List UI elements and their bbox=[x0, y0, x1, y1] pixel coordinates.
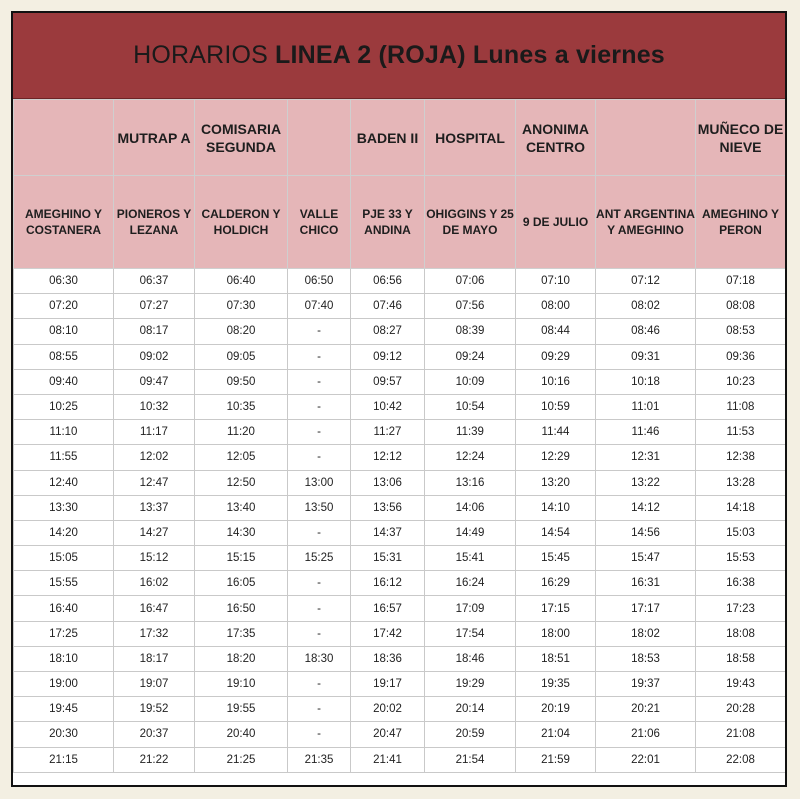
time-cell: 18:58 bbox=[696, 646, 786, 671]
time-cell: 13:30 bbox=[14, 495, 114, 520]
time-cell: 21:59 bbox=[516, 747, 596, 772]
time-cell: 19:10 bbox=[195, 672, 288, 697]
time-cell: 07:12 bbox=[596, 269, 696, 294]
time-cell: 06:37 bbox=[114, 269, 195, 294]
time-cell: 21:08 bbox=[696, 722, 786, 747]
time-cell: 16:24 bbox=[425, 571, 516, 596]
stop-header-cell: ANT ARGENTINA Y AMEGHINO bbox=[596, 176, 696, 269]
time-cell: 21:22 bbox=[114, 747, 195, 772]
time-cell: 13:37 bbox=[114, 495, 195, 520]
table-row bbox=[14, 269, 786, 294]
time-cell: 12:29 bbox=[516, 445, 596, 470]
stop-header-cell bbox=[288, 100, 351, 176]
time-cell: 20:28 bbox=[696, 697, 786, 722]
time-cell: 12:12 bbox=[351, 445, 425, 470]
time-cell: 06:56 bbox=[351, 269, 425, 294]
time-cell: - bbox=[288, 722, 351, 747]
time-cell: 14:06 bbox=[425, 495, 516, 520]
time-cell: 10:35 bbox=[195, 394, 288, 419]
time-cell: 16:38 bbox=[696, 571, 786, 596]
time-cell: 12:31 bbox=[596, 445, 696, 470]
time-cell: 18:02 bbox=[596, 621, 696, 646]
time-cell: 14:12 bbox=[596, 495, 696, 520]
time-cell: 16:47 bbox=[114, 596, 195, 621]
time-cell: 17:15 bbox=[516, 596, 596, 621]
time-cell: 15:41 bbox=[425, 546, 516, 571]
time-cell: 10:54 bbox=[425, 394, 516, 419]
time-cell: 07:56 bbox=[425, 294, 516, 319]
time-cell: 07:20 bbox=[14, 294, 114, 319]
time-cell: 21:35 bbox=[288, 747, 351, 772]
time-cell: 08:10 bbox=[14, 319, 114, 344]
time-cell: - bbox=[288, 369, 351, 394]
time-cell: 13:56 bbox=[351, 495, 425, 520]
time-cell: 17:35 bbox=[195, 621, 288, 646]
time-cell: 07:40 bbox=[288, 294, 351, 319]
schedule-frame bbox=[11, 11, 787, 787]
time-cell: 19:29 bbox=[425, 672, 516, 697]
time-cell: 21:54 bbox=[425, 747, 516, 772]
stop-header-cell bbox=[14, 100, 114, 176]
time-cell: 11:39 bbox=[425, 420, 516, 445]
time-cell: 20:40 bbox=[195, 722, 288, 747]
time-cell: - bbox=[288, 621, 351, 646]
time-cell: 08:00 bbox=[516, 294, 596, 319]
time-cell: 08:53 bbox=[696, 319, 786, 344]
time-cell: 09:24 bbox=[425, 344, 516, 369]
table-row bbox=[14, 394, 786, 419]
time-cell: 19:35 bbox=[516, 672, 596, 697]
time-cell: 17:54 bbox=[425, 621, 516, 646]
time-cell: 19:37 bbox=[596, 672, 696, 697]
header-row-places bbox=[14, 100, 786, 176]
time-cell: 07:18 bbox=[696, 269, 786, 294]
time-cell: - bbox=[288, 445, 351, 470]
stop-header-cell: AMEGHINO Y COSTANERA bbox=[14, 176, 114, 269]
time-cell: 12:02 bbox=[114, 445, 195, 470]
time-cell: 07:46 bbox=[351, 294, 425, 319]
time-cell: 20:21 bbox=[596, 697, 696, 722]
time-cell: 12:50 bbox=[195, 470, 288, 495]
time-cell: 08:44 bbox=[516, 319, 596, 344]
table-row bbox=[14, 747, 786, 772]
stop-header-cell bbox=[596, 100, 696, 176]
time-cell: 11:17 bbox=[114, 420, 195, 445]
time-cell: 08:17 bbox=[114, 319, 195, 344]
time-cell: 12:47 bbox=[114, 470, 195, 495]
time-cell: 07:06 bbox=[425, 269, 516, 294]
time-cell: 11:27 bbox=[351, 420, 425, 445]
time-cell: 18:17 bbox=[114, 646, 195, 671]
stop-header-cell: HOSPITAL bbox=[425, 100, 516, 176]
time-cell: 21:15 bbox=[14, 747, 114, 772]
time-cell: 08:20 bbox=[195, 319, 288, 344]
time-cell: 17:09 bbox=[425, 596, 516, 621]
time-cell: 14:56 bbox=[596, 520, 696, 545]
table-row bbox=[14, 646, 786, 671]
time-cell: 14:20 bbox=[14, 520, 114, 545]
time-cell: 15:47 bbox=[596, 546, 696, 571]
time-cell: 18:10 bbox=[14, 646, 114, 671]
stop-header-cell: ANONIMA CENTRO bbox=[516, 100, 596, 176]
time-cell: 14:30 bbox=[195, 520, 288, 545]
time-cell: 17:25 bbox=[14, 621, 114, 646]
time-cell: 07:30 bbox=[195, 294, 288, 319]
time-cell: - bbox=[288, 571, 351, 596]
time-cell: 15:12 bbox=[114, 546, 195, 571]
time-cell: 20:14 bbox=[425, 697, 516, 722]
stop-header-cell: VALLE CHICO bbox=[288, 176, 351, 269]
time-cell: 15:53 bbox=[696, 546, 786, 571]
time-cell: 18:53 bbox=[596, 646, 696, 671]
table-row bbox=[14, 420, 786, 445]
time-cell: - bbox=[288, 394, 351, 419]
time-cell: 09:50 bbox=[195, 369, 288, 394]
time-cell: 12:24 bbox=[425, 445, 516, 470]
time-cell: 06:40 bbox=[195, 269, 288, 294]
time-cell: 12:05 bbox=[195, 445, 288, 470]
time-cell: 13:22 bbox=[596, 470, 696, 495]
time-cell: 21:06 bbox=[596, 722, 696, 747]
table-row bbox=[14, 546, 786, 571]
time-cell: - bbox=[288, 520, 351, 545]
time-cell: 16:12 bbox=[351, 571, 425, 596]
time-cell: 14:27 bbox=[114, 520, 195, 545]
time-cell: - bbox=[288, 596, 351, 621]
time-cell: 08:39 bbox=[425, 319, 516, 344]
time-cell: 15:31 bbox=[351, 546, 425, 571]
time-cell: 08:02 bbox=[596, 294, 696, 319]
time-cell: 21:25 bbox=[195, 747, 288, 772]
time-cell: 09:40 bbox=[14, 369, 114, 394]
time-cell: 10:09 bbox=[425, 369, 516, 394]
time-cell: 22:01 bbox=[596, 747, 696, 772]
time-cell: 13:00 bbox=[288, 470, 351, 495]
stop-header-cell: AMEGHINO Y PERON bbox=[696, 176, 786, 269]
time-cell: 10:23 bbox=[696, 369, 786, 394]
time-cell: 19:45 bbox=[14, 697, 114, 722]
time-cell: 19:43 bbox=[696, 672, 786, 697]
time-cell: 15:25 bbox=[288, 546, 351, 571]
time-cell: 11:53 bbox=[696, 420, 786, 445]
table-row bbox=[14, 369, 786, 394]
time-cell: 15:45 bbox=[516, 546, 596, 571]
time-cell: 11:46 bbox=[596, 420, 696, 445]
time-cell: 18:20 bbox=[195, 646, 288, 671]
table-row bbox=[14, 445, 786, 470]
time-cell: - bbox=[288, 672, 351, 697]
time-cell: 09:12 bbox=[351, 344, 425, 369]
time-cell: 10:32 bbox=[114, 394, 195, 419]
table-row bbox=[14, 495, 786, 520]
time-cell: 18:00 bbox=[516, 621, 596, 646]
stop-header-cell: COMISARIA SEGUNDA bbox=[195, 100, 288, 176]
stop-header-cell: OHIGGINS Y 25 DE MAYO bbox=[425, 176, 516, 269]
time-cell: 14:37 bbox=[351, 520, 425, 545]
table-row bbox=[14, 470, 786, 495]
table-row bbox=[14, 596, 786, 621]
time-cell: 20:02 bbox=[351, 697, 425, 722]
stop-header-cell: PIONEROS Y LEZANA bbox=[114, 176, 195, 269]
time-cell: 14:49 bbox=[425, 520, 516, 545]
time-cell: 19:17 bbox=[351, 672, 425, 697]
time-cell: 18:30 bbox=[288, 646, 351, 671]
time-cell: 21:41 bbox=[351, 747, 425, 772]
time-cell: 15:03 bbox=[696, 520, 786, 545]
time-cell: 06:30 bbox=[14, 269, 114, 294]
table-row bbox=[14, 697, 786, 722]
schedule-table bbox=[13, 99, 786, 773]
title-main: LINEA 2 (ROJA) Lunes a viernes bbox=[275, 41, 665, 69]
time-cell: - bbox=[288, 319, 351, 344]
table-row bbox=[14, 319, 786, 344]
time-cell: 15:05 bbox=[14, 546, 114, 571]
time-cell: 20:19 bbox=[516, 697, 596, 722]
time-cell: - bbox=[288, 420, 351, 445]
time-cell: 18:08 bbox=[696, 621, 786, 646]
time-cell: 09:02 bbox=[114, 344, 195, 369]
time-cell: 10:16 bbox=[516, 369, 596, 394]
time-cell: 12:38 bbox=[696, 445, 786, 470]
time-cell: 20:59 bbox=[425, 722, 516, 747]
time-cell: 08:27 bbox=[351, 319, 425, 344]
time-cell: 18:46 bbox=[425, 646, 516, 671]
time-cell: - bbox=[288, 344, 351, 369]
time-cell: 16:40 bbox=[14, 596, 114, 621]
time-cell: 09:05 bbox=[195, 344, 288, 369]
time-cell: 19:07 bbox=[114, 672, 195, 697]
time-cell: 17:17 bbox=[596, 596, 696, 621]
time-cell: 22:08 bbox=[696, 747, 786, 772]
time-cell: 08:46 bbox=[596, 319, 696, 344]
time-cell: 11:55 bbox=[14, 445, 114, 470]
stop-header-cell: MUÑECO DE NIEVE bbox=[696, 100, 786, 176]
time-cell: 13:20 bbox=[516, 470, 596, 495]
time-cell: 09:47 bbox=[114, 369, 195, 394]
time-cell: 15:55 bbox=[14, 571, 114, 596]
time-cell: 16:31 bbox=[596, 571, 696, 596]
time-cell: 10:59 bbox=[516, 394, 596, 419]
time-cell: 16:05 bbox=[195, 571, 288, 596]
time-cell: 09:31 bbox=[596, 344, 696, 369]
time-cell: 13:40 bbox=[195, 495, 288, 520]
time-cell: 12:40 bbox=[14, 470, 114, 495]
title-prefix: HORARIOS bbox=[133, 41, 269, 69]
time-cell: 13:50 bbox=[288, 495, 351, 520]
table-row bbox=[14, 520, 786, 545]
time-cell: 14:18 bbox=[696, 495, 786, 520]
time-cell: 14:10 bbox=[516, 495, 596, 520]
time-cell: 11:08 bbox=[696, 394, 786, 419]
time-cell: 21:04 bbox=[516, 722, 596, 747]
time-cell: 13:06 bbox=[351, 470, 425, 495]
time-cell: 09:29 bbox=[516, 344, 596, 369]
time-cell: - bbox=[288, 697, 351, 722]
time-cell: 08:55 bbox=[14, 344, 114, 369]
time-cell: 09:36 bbox=[696, 344, 786, 369]
table-row bbox=[14, 621, 786, 646]
time-cell: 13:28 bbox=[696, 470, 786, 495]
time-cell: 17:23 bbox=[696, 596, 786, 621]
stop-header-cell: BADEN II bbox=[351, 100, 425, 176]
stop-header-cell: 9 DE JULIO bbox=[516, 176, 596, 269]
time-cell: 16:29 bbox=[516, 571, 596, 596]
time-cell: 19:00 bbox=[14, 672, 114, 697]
time-cell: 08:08 bbox=[696, 294, 786, 319]
table-row bbox=[14, 722, 786, 747]
time-cell: 11:44 bbox=[516, 420, 596, 445]
time-cell: 06:50 bbox=[288, 269, 351, 294]
table-row bbox=[14, 571, 786, 596]
time-cell: 16:57 bbox=[351, 596, 425, 621]
time-cell: 15:15 bbox=[195, 546, 288, 571]
time-cell: 09:57 bbox=[351, 369, 425, 394]
schedule-title bbox=[13, 13, 785, 99]
stop-header-cell: MUTRAP A bbox=[114, 100, 195, 176]
stop-header-cell: CALDERON Y HOLDICH bbox=[195, 176, 288, 269]
time-cell: 18:51 bbox=[516, 646, 596, 671]
time-cell: 19:55 bbox=[195, 697, 288, 722]
time-cell: 10:25 bbox=[14, 394, 114, 419]
time-cell: 07:10 bbox=[516, 269, 596, 294]
time-cell: 14:54 bbox=[516, 520, 596, 545]
time-cell: 07:27 bbox=[114, 294, 195, 319]
time-cell: 13:16 bbox=[425, 470, 516, 495]
time-cell: 17:42 bbox=[351, 621, 425, 646]
time-cell: 10:18 bbox=[596, 369, 696, 394]
time-cell: 20:47 bbox=[351, 722, 425, 747]
time-cell: 11:10 bbox=[14, 420, 114, 445]
table-row bbox=[14, 344, 786, 369]
time-cell: 19:52 bbox=[114, 697, 195, 722]
table-row bbox=[14, 294, 786, 319]
time-cell: 20:30 bbox=[14, 722, 114, 747]
time-cell: 11:01 bbox=[596, 394, 696, 419]
time-cell: 20:37 bbox=[114, 722, 195, 747]
table-row bbox=[14, 672, 786, 697]
stop-header-cell: PJE 33 Y ANDINA bbox=[351, 176, 425, 269]
time-cell: 16:02 bbox=[114, 571, 195, 596]
time-cell: 16:50 bbox=[195, 596, 288, 621]
header-row-streets bbox=[14, 176, 786, 269]
time-cell: 10:42 bbox=[351, 394, 425, 419]
time-cell: 18:36 bbox=[351, 646, 425, 671]
time-cell: 17:32 bbox=[114, 621, 195, 646]
time-cell: 11:20 bbox=[195, 420, 288, 445]
